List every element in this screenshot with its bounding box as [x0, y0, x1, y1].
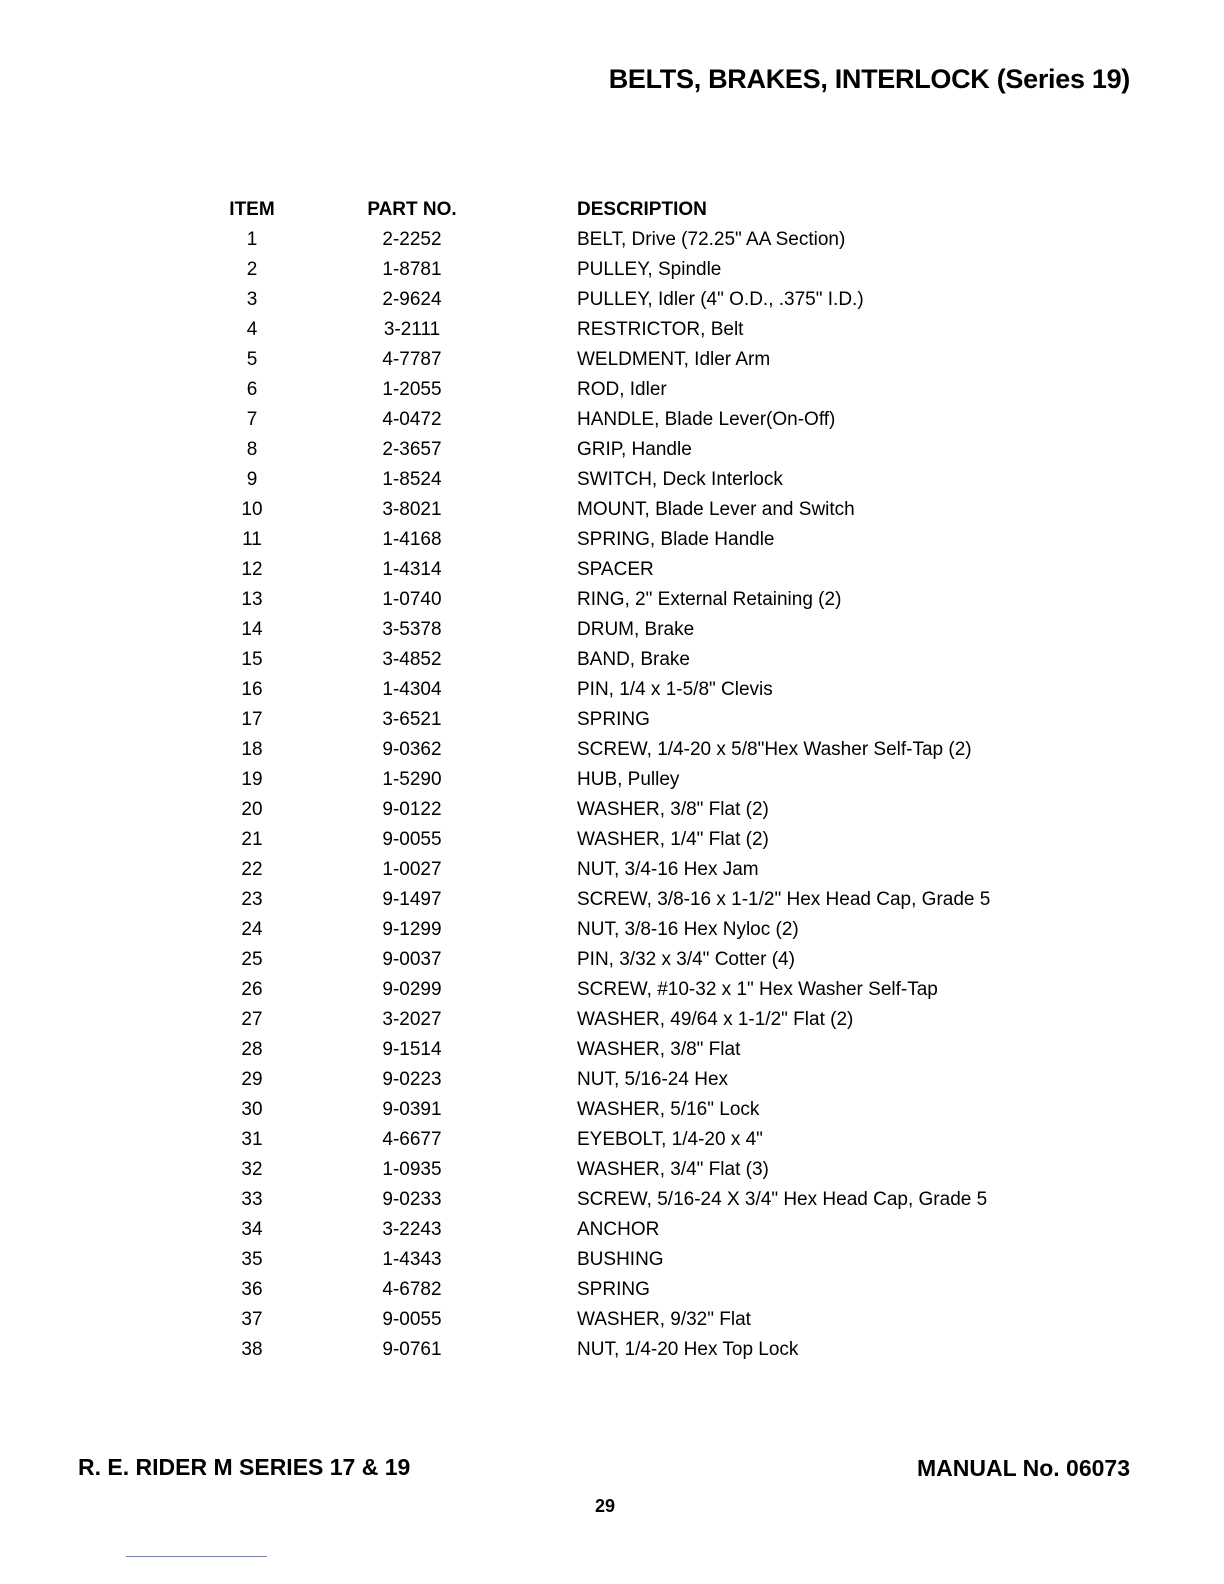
- part-description: WASHER, 3/8" Flat (2): [577, 799, 769, 820]
- part-description: WASHER, 3/8" Flat: [577, 1039, 741, 1060]
- item-number: 33: [241, 1189, 263, 1210]
- part-number: 9-0037: [382, 949, 442, 970]
- item-number: 6: [246, 379, 258, 400]
- table-row: [0, 436, 1224, 466]
- table-row: [0, 856, 1224, 886]
- divider-line: [126, 1556, 267, 1557]
- part-number: 4-7787: [382, 349, 442, 370]
- part-description: SPRING: [577, 709, 650, 730]
- table-row: [0, 1066, 1224, 1096]
- table-row: [0, 1276, 1224, 1306]
- part-number: 3-2111: [383, 319, 441, 340]
- item-number: 15: [241, 649, 263, 670]
- part-number: 9-0223: [382, 1069, 442, 1090]
- part-description: PIN, 3/32 x 3/4" Cotter (4): [577, 949, 795, 970]
- part-number: 2-3657: [382, 439, 442, 460]
- part-number: 9-0761: [382, 1339, 442, 1360]
- part-description: ANCHOR: [577, 1219, 660, 1240]
- part-description: EYEBOLT, 1/4-20 x 4": [577, 1129, 763, 1150]
- column-header-description: DESCRIPTION: [577, 199, 707, 220]
- item-number: 31: [241, 1129, 263, 1150]
- part-number: 3-4852: [382, 649, 442, 670]
- part-description: WASHER, 5/16" Lock: [577, 1099, 760, 1120]
- part-description: HANDLE, Blade Lever(On-Off): [577, 409, 836, 430]
- part-description: BUSHING: [577, 1249, 664, 1270]
- item-number: 38: [241, 1339, 263, 1360]
- table-row: [0, 736, 1224, 766]
- part-description: PULLEY, Idler (4" O.D., .375" I.D.): [577, 289, 864, 310]
- table-row: [0, 676, 1224, 706]
- table-row: [0, 1246, 1224, 1276]
- part-description: PIN, 1/4 x 1-5/8" Clevis: [577, 679, 773, 700]
- part-number: 1-0027: [382, 859, 442, 880]
- part-number: 9-0055: [382, 1309, 442, 1330]
- part-description: ROD, Idler: [577, 379, 667, 400]
- table-row: [0, 1306, 1224, 1336]
- part-number: 3-2027: [382, 1009, 442, 1030]
- table-row: [0, 1126, 1224, 1156]
- item-number: 37: [241, 1309, 263, 1330]
- item-number: 9: [246, 469, 258, 490]
- item-number: 10: [241, 499, 263, 520]
- item-number: 36: [241, 1279, 263, 1300]
- page-title: BELTS, BRAKES, INTERLOCK (Series 19): [608, 64, 1130, 94]
- part-number: 1-0935: [382, 1159, 442, 1180]
- part-description: NUT, 5/16-24 Hex: [577, 1069, 729, 1090]
- part-description: GRIP, Handle: [577, 439, 692, 460]
- column-header-part-no: PART NO.: [367, 199, 457, 220]
- part-number: 1-4343: [382, 1249, 442, 1270]
- table-row: [0, 766, 1224, 796]
- part-number: 3-2243: [382, 1219, 442, 1240]
- table-row: [0, 946, 1224, 976]
- part-number: 4-6677: [382, 1129, 442, 1150]
- part-number: 9-0362: [382, 739, 442, 760]
- part-description: SCREW, #10-32 x 1" Hex Washer Self-Tap: [577, 979, 938, 1000]
- part-number: 1-2055: [382, 379, 442, 400]
- table-row: [0, 226, 1224, 256]
- item-number: 21: [241, 829, 263, 850]
- table-row: [0, 1096, 1224, 1126]
- page-number: 29: [594, 1496, 616, 1516]
- part-number: 1-5290: [382, 769, 442, 790]
- part-number: 9-1514: [382, 1039, 442, 1060]
- item-number: 20: [241, 799, 263, 820]
- table-row: [0, 496, 1224, 526]
- part-description: WASHER, 9/32" Flat: [577, 1309, 751, 1330]
- part-number: 9-1497: [382, 889, 442, 910]
- table-row: [0, 466, 1224, 496]
- table-row: [0, 526, 1224, 556]
- part-number: 3-6521: [382, 709, 442, 730]
- footer-model: R. E. RIDER M SERIES 17 & 19: [78, 1454, 411, 1480]
- item-number: 24: [241, 919, 263, 940]
- table-body: [0, 226, 1224, 1366]
- item-number: 3: [246, 289, 258, 310]
- part-number: 1-4314: [382, 559, 442, 580]
- table-row: [0, 1216, 1224, 1246]
- part-description: SPACER: [577, 559, 654, 580]
- part-number: 3-8021: [382, 499, 442, 520]
- part-number: 3-5378: [382, 619, 442, 640]
- item-number: 29: [241, 1069, 263, 1090]
- item-number: 17: [241, 709, 263, 730]
- part-description: BAND, Brake: [577, 649, 690, 670]
- item-number: 27: [241, 1009, 263, 1030]
- table-row: [0, 256, 1224, 286]
- part-number: 9-1299: [382, 919, 442, 940]
- item-number: 35: [241, 1249, 263, 1270]
- part-description: SPRING: [577, 1279, 650, 1300]
- part-number: 4-0472: [382, 409, 442, 430]
- item-number: 26: [241, 979, 263, 1000]
- table-row: [0, 376, 1224, 406]
- part-description: RING, 2" External Retaining (2): [577, 589, 842, 610]
- item-number: 18: [241, 739, 263, 760]
- part-number: 9-0299: [382, 979, 442, 1000]
- item-number: 19: [241, 769, 263, 790]
- part-description: WASHER, 3/4" Flat (3): [577, 1159, 769, 1180]
- part-description: PULLEY, Spindle: [577, 259, 722, 280]
- part-description: SCREW, 1/4-20 x 5/8"Hex Washer Self-Tap (2): [577, 739, 972, 760]
- part-description: DRUM, Brake: [577, 619, 695, 640]
- part-description: WASHER, 49/64 x 1-1/2" Flat (2): [577, 1009, 854, 1030]
- table-row: [0, 406, 1224, 436]
- part-description: BELT, Drive (72.25" AA Section): [577, 229, 846, 250]
- column-header-item: ITEM: [229, 199, 275, 220]
- table-row: [0, 826, 1224, 856]
- table-row: [0, 316, 1224, 346]
- table-row: [0, 886, 1224, 916]
- table-row: [0, 1336, 1224, 1366]
- table-row: [0, 646, 1224, 676]
- item-number: 28: [241, 1039, 263, 1060]
- table-row: [0, 1036, 1224, 1066]
- parts-table: [0, 196, 1224, 1366]
- item-number: 30: [241, 1099, 263, 1120]
- part-description: NUT, 1/4-20 Hex Top Lock: [577, 1339, 799, 1360]
- item-number: 11: [242, 529, 262, 550]
- table-row: [0, 796, 1224, 826]
- table-row: [0, 556, 1224, 586]
- part-description: NUT, 3/8-16 Hex Nyloc (2): [577, 919, 799, 940]
- part-number: 9-0391: [382, 1099, 442, 1120]
- part-number: 4-6782: [382, 1279, 442, 1300]
- item-number: 13: [241, 589, 263, 610]
- part-number: 1-8524: [382, 469, 442, 490]
- item-number: 1: [246, 229, 258, 250]
- part-description: NUT, 3/4-16 Hex Jam: [577, 859, 759, 880]
- item-number: 34: [241, 1219, 263, 1240]
- part-number: 9-0233: [382, 1189, 442, 1210]
- item-number: 5: [246, 349, 258, 370]
- item-number: 12: [241, 559, 263, 580]
- part-number: 9-0055: [382, 829, 442, 850]
- table-row: [0, 916, 1224, 946]
- part-description: WASHER, 1/4" Flat (2): [577, 829, 769, 850]
- item-number: 16: [241, 679, 263, 700]
- part-number: 1-0740: [382, 589, 442, 610]
- part-number: 2-9624: [382, 289, 442, 310]
- table-row: [0, 1156, 1224, 1186]
- part-number: 1-8781: [382, 259, 442, 280]
- table-row: [0, 1186, 1224, 1216]
- part-description: RESTRICTOR, Belt: [577, 319, 744, 340]
- part-description: HUB, Pulley: [577, 769, 680, 790]
- table-row: [0, 976, 1224, 1006]
- item-number: 8: [246, 439, 258, 460]
- table-row: [0, 616, 1224, 646]
- item-number: 23: [241, 889, 263, 910]
- item-number: 25: [241, 949, 263, 970]
- part-number: 1-4168: [382, 529, 442, 550]
- item-number: 4: [246, 319, 258, 340]
- part-description: WELDMENT, Idler Arm: [577, 349, 771, 370]
- table-row: [0, 286, 1224, 316]
- part-number: 9-0122: [382, 799, 442, 820]
- part-number: 2-2252: [382, 229, 442, 250]
- footer-manual-number: MANUAL No. 06073: [916, 1455, 1130, 1481]
- table-row: [0, 586, 1224, 616]
- part-description: MOUNT, Blade Lever and Switch: [577, 499, 855, 520]
- table-header-row: [0, 196, 1224, 226]
- table-row: [0, 706, 1224, 736]
- item-number: 22: [241, 859, 263, 880]
- part-number: 1-4304: [382, 679, 442, 700]
- item-number: 14: [241, 619, 263, 640]
- table-row: [0, 346, 1224, 376]
- part-description: SCREW, 3/8-16 x 1-1/2" Hex Head Cap, Grade 5: [577, 889, 991, 910]
- item-number: 7: [246, 409, 258, 430]
- item-number: 2: [246, 259, 258, 280]
- item-number: 32: [241, 1159, 263, 1180]
- table-row: [0, 1006, 1224, 1036]
- part-description: SWITCH, Deck Interlock: [577, 469, 783, 490]
- part-description: SPRING, Blade Handle: [577, 529, 775, 550]
- part-description: SCREW, 5/16-24 X 3/4" Hex Head Cap, Grade 5: [577, 1189, 988, 1210]
